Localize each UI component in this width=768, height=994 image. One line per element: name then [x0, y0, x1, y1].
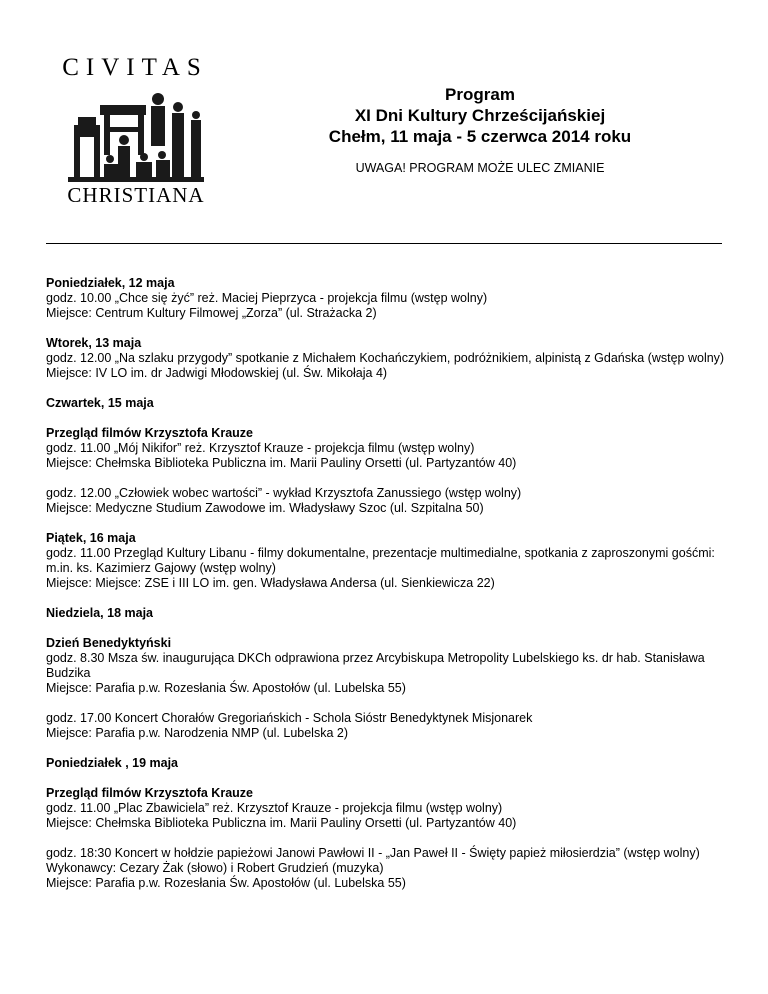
entry-line: godz. 11.00 Przegląd Kultury Libanu - filmy dokumentalne, prezentacje multimedialne, spotkania z zaproszonymi gośćmi: m.in. ks. Kazimierz Gajowy (wstęp wolny) — [46, 546, 715, 575]
entry-line: Miejsce: Chełmska Biblioteka Publiczna im. Marii Pauliny Orsetti (ul. Partyzantów 40) — [46, 456, 517, 470]
entry-line: Miejsce: Parafia p.w. Narodzenia NMP (ul. Lubelska 2) — [46, 726, 348, 740]
program-list — [46, 276, 726, 906]
program-entry — [46, 711, 726, 741]
entry-heading: Poniedziałek, 12 maja — [46, 276, 175, 290]
title-line-2: XI Dni Kultury Chrześcijańskiej — [354, 106, 606, 125]
civitas-christiana-logo — [60, 54, 220, 214]
logo-top-word: CIVITAS — [62, 54, 208, 81]
entry-line: godz. 17.00 Koncert Chorałów Gregoriańskich - Schola Sióstr Benedyktynek Misjonarek — [46, 711, 533, 725]
entry-heading: Piątek, 16 maja — [46, 531, 136, 545]
program-entry — [46, 336, 726, 381]
program-entry — [46, 486, 726, 516]
entry-line: godz. 8.30 Msza św. inaugurująca DKCh odprawiona przez Arcybiskupa Metropolity Lubelskiego ks. dr hab. Stanisława Budzika — [46, 651, 705, 680]
program-entry — [46, 756, 726, 771]
entry-heading: Niedziela, 18 maja — [46, 606, 154, 620]
header-divider — [46, 243, 722, 244]
program-entry — [46, 426, 726, 471]
entry-line: godz. 11.00 „Plac Zbawiciela” reż. Krzysztof Krauze - projekcja filmu (wstęp wolny) — [46, 801, 503, 815]
entry-line: Wykonawcy: Cezary Żak (słowo) i Robert Grudzień (muzyka) — [46, 861, 384, 875]
entry-heading: Wtorek, 13 maja — [46, 336, 142, 350]
entry-heading: Dzień Benedyktyński — [46, 636, 172, 650]
entry-heading: Czwartek, 15 maja — [46, 396, 154, 410]
entry-heading: Przegląd filmów Krzysztofa Krauze — [46, 786, 253, 800]
program-entry — [46, 786, 726, 831]
program-entry — [46, 276, 726, 321]
logo-bottom-word: CHRISTIANA — [67, 183, 205, 207]
program-entry — [46, 636, 726, 696]
page-header — [250, 84, 710, 175]
entry-line: Miejsce: Chełmska Biblioteka Publiczna im. Marii Pauliny Orsetti (ul. Partyzantów 40) — [46, 816, 517, 830]
entry-line: godz. 12.00 „Na szlaku przygody” spotkanie z Michałem Kochańczykiem, podróżnikiem, alpinistą z Gdańska (wstęp wolny) — [46, 351, 725, 365]
entry-line: godz. 11.00 „Mój Nikifor” reż. Krzysztof Krauze - projekcja filmu (wstęp wolny) — [46, 441, 475, 455]
program-entry — [46, 846, 726, 891]
logo-emblem-icon — [66, 85, 206, 183]
entry-heading: Poniedziałek , 19 maja — [46, 756, 179, 770]
entry-line: godz. 10.00 „Chce się żyć” reż. Maciej Pieprzyca - projekcja filmu (wstęp wolny) — [46, 291, 488, 305]
entry-line: Miejsce: IV LO im. dr Jadwigi Młodowskiej (ul. Św. Mikołaja 4) — [46, 366, 388, 380]
entry-heading: Przegląd filmów Krzysztofa Krauze — [46, 426, 253, 440]
title-line-3: Chełm, 11 maja - 5 czerwca 2014 roku — [328, 127, 632, 146]
title-line-1: Program — [445, 85, 515, 104]
entry-line: Miejsce: Parafia p.w. Rozesłania Św. Apostołów (ul. Lubelska 55) — [46, 876, 406, 890]
entry-line: Miejsce: Medyczne Studium Zawodowe im. Władysławy Szoc (ul. Szpitalna 50) — [46, 501, 484, 515]
entry-line: Miejsce: Parafia p.w. Rozesłania Św. Apostołów (ul. Lubelska 55) — [46, 681, 406, 695]
change-notice: UWAGA! PROGRAM MOŻE ULEC ZMIANIE — [355, 161, 605, 175]
entry-line: godz. 12.00 „Człowiek wobec wartości” - wykład Krzysztofa Zanussiego (wstęp wolny) — [46, 486, 522, 500]
entry-line: Miejsce: Centrum Kultury Filmowej „Zorza” (ul. Strażacka 2) — [46, 306, 377, 320]
entry-line: godz. 18:30 Koncert w hołdzie papieżowi Janowi Pawłowi II - „Jan Paweł II - Święty papież miłosierdzia” (wstęp wolny) — [46, 846, 700, 860]
program-entry — [46, 606, 726, 621]
program-entry — [46, 396, 726, 411]
program-entry — [46, 531, 726, 591]
entry-line: Miejsce: Miejsce: ZSE i III LO im. gen. Władysława Andersa (ul. Sienkiewicza 22) — [46, 576, 495, 590]
